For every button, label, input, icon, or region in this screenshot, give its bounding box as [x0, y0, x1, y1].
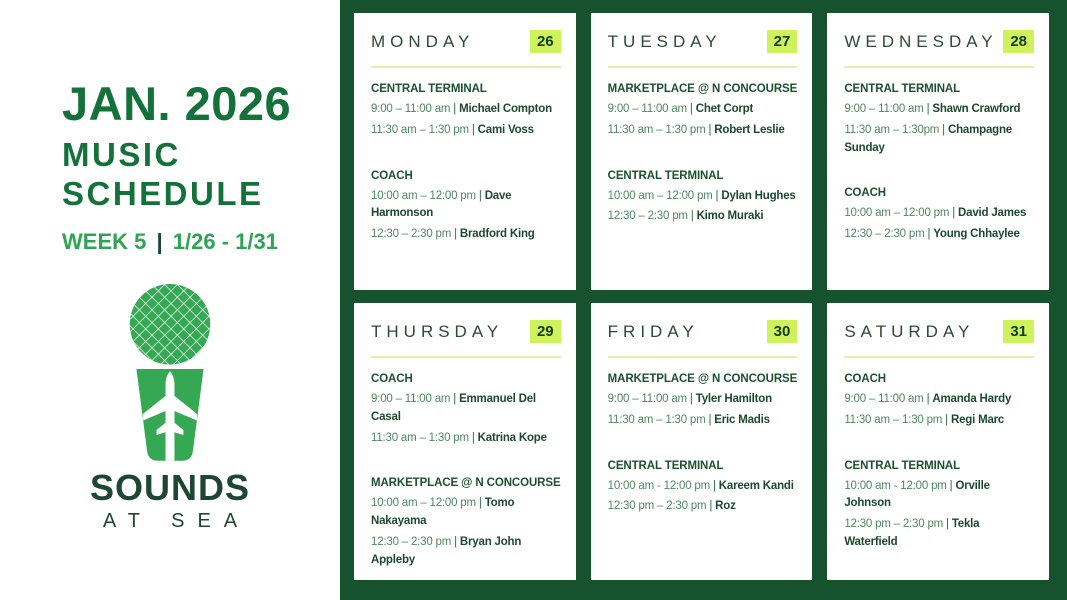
slot-artist: Regi Marc	[950, 413, 1005, 426]
logo-block	[0, 284, 340, 533]
header-divider	[844, 66, 1034, 68]
slot-time: 12:30 – 2:30 pm	[371, 228, 452, 241]
venue-block	[371, 477, 561, 569]
slot-separator: |	[927, 228, 931, 241]
slot-artist: Cami Voss	[477, 123, 534, 136]
slot-artist: Michael Compton	[459, 103, 552, 115]
venue-name: COACH	[844, 187, 886, 200]
slot-time: 10:00 am – 12:00 pm	[607, 189, 713, 202]
week-range: 1/26 - 1/31	[172, 228, 278, 254]
date-badge: 26	[530, 30, 561, 53]
day-name: WEDNESDAY	[844, 31, 998, 51]
week-line	[62, 229, 332, 255]
day-name: SATURDAY	[844, 321, 975, 341]
schedule-slot	[371, 495, 561, 531]
week-label: WEEK 5	[62, 228, 147, 254]
logo-name: SOUNDS	[89, 467, 251, 508]
slot-time: 12:30 – 2:30 pm	[607, 210, 688, 223]
slot-artist: Katrina Kope	[477, 431, 547, 444]
slot-separator: |	[453, 393, 457, 405]
venue-name: CENTRAL TERMINAL	[607, 459, 724, 472]
slot-time: 9:00 – 11:00 am	[371, 393, 451, 405]
day-card	[827, 303, 1049, 580]
date-badge: 28	[1003, 30, 1034, 53]
venue-block	[844, 187, 1034, 244]
venue-block	[844, 373, 1034, 430]
schedule-slot	[371, 534, 561, 570]
slot-separator: |	[689, 393, 693, 405]
venue-name: COACH	[371, 169, 413, 182]
slot-artist: Tekla Waterfield	[844, 518, 980, 549]
slot-time: 12:30 pm – 2:30 pm	[607, 500, 707, 513]
slot-separator: |	[471, 123, 475, 136]
slot-time: 9:00 – 11:00 am	[607, 103, 687, 115]
slot-time: 10:00 am – 12:00 pm	[371, 497, 476, 510]
slot-separator: |	[942, 123, 945, 136]
date-badge: 27	[767, 30, 798, 53]
schedule-slot	[371, 122, 561, 140]
slot-time: 9:00 – 11:00 am	[371, 103, 451, 115]
schedule-slot	[844, 391, 1034, 409]
slot-artist: David James	[958, 207, 1027, 220]
day-card	[591, 303, 813, 580]
schedule-slot	[608, 101, 798, 119]
header-divider	[371, 356, 561, 358]
slot-artist: Tyler Hamilton	[695, 393, 772, 405]
slot-separator: |	[471, 431, 475, 444]
slot-separator: |	[926, 103, 930, 115]
slot-separator: |	[952, 207, 956, 220]
venue-name: MARKETPLACE @ N CONCOURSE	[371, 477, 561, 490]
venue-name: CENTRAL TERMINAL	[371, 83, 487, 95]
poster-title-schedule: SCHEDULE	[62, 174, 264, 212]
slot-separator: |	[708, 123, 712, 136]
slot-artist: Shawn Crawford	[932, 103, 1021, 115]
slot-artist: Amanda Hardy	[932, 393, 1012, 405]
day-name: FRIDAY	[607, 321, 699, 341]
header-divider	[844, 356, 1034, 358]
slot-time: 12:30 pm – 2:30 pm	[844, 518, 944, 531]
logo-subname: AT SEA	[102, 510, 251, 532]
slot-time: 12:30 – 2:30 pm	[371, 536, 452, 549]
venue-block	[371, 83, 561, 140]
day-card-header	[844, 320, 1034, 343]
venue-name: CENTRAL TERMINAL	[844, 459, 961, 472]
slot-time: 11:30 am – 1:30 pm	[371, 123, 469, 136]
schedule-slot	[371, 226, 561, 244]
slot-separator: |	[715, 189, 719, 202]
date-badge: 31	[1003, 320, 1034, 343]
schedule-slot	[608, 412, 798, 430]
week-separator: |	[156, 228, 163, 254]
day-card	[354, 13, 576, 290]
slot-separator: |	[709, 500, 713, 513]
schedule-slot	[371, 188, 561, 224]
slot-artist: Chet Corpt	[695, 103, 754, 115]
slot-time: 12:30 – 2:30 pm	[844, 228, 925, 241]
schedule-slot	[844, 101, 1034, 119]
schedule-slot	[844, 412, 1034, 430]
day-name: THURSDAY	[371, 321, 504, 341]
slot-time: 9:00 – 11:00 am	[844, 393, 924, 405]
venue-block	[608, 83, 798, 140]
venue-block	[608, 170, 798, 227]
slot-time: 10:00 am - 12:00 pm	[844, 479, 947, 492]
slot-artist: Orville Johnson	[844, 479, 990, 510]
venue-block	[608, 460, 798, 517]
slot-separator: |	[689, 103, 693, 115]
slot-artist: Young Chhaylee	[933, 228, 1020, 241]
slot-artist: Emmanuel Del Casal	[371, 393, 536, 423]
day-name: MONDAY	[371, 31, 475, 51]
venue-name: MARKETPLACE @ N CONCOURSE	[607, 83, 798, 95]
slot-time: 10:00 am - 12:00 pm	[607, 479, 710, 492]
slot-separator: |	[454, 228, 457, 241]
schedule-slot	[608, 498, 798, 516]
slot-time: 9:00 – 11:00 am	[844, 103, 924, 115]
date-badge: 30	[767, 320, 798, 343]
venue-name: COACH	[844, 373, 886, 385]
venue-block	[371, 373, 561, 447]
venue-name: COACH	[371, 373, 413, 385]
day-name: TUESDAY	[607, 31, 722, 51]
schedule-slot	[371, 391, 561, 427]
poster-title-music: MUSIC	[62, 136, 181, 173]
day-card	[591, 13, 813, 290]
slot-separator: |	[949, 479, 953, 492]
schedule-slot	[844, 478, 1034, 514]
venue-name: MARKETPLACE @ N CONCOURSE	[607, 373, 798, 385]
schedule-slot	[608, 188, 798, 206]
slot-separator: |	[708, 413, 712, 426]
slot-separator: |	[926, 393, 930, 405]
slot-artist: Kimo Muraki	[696, 210, 764, 223]
schedule-slot	[371, 101, 561, 119]
poster-title-month: JAN. 2026	[62, 77, 292, 130]
schedule-slot	[608, 122, 798, 140]
slot-artist: Robert Leslie	[714, 123, 785, 136]
slot-artist: Eric Madis	[714, 413, 770, 426]
slot-time: 11:30 am – 1:30 pm	[844, 413, 943, 426]
schedule-slot	[608, 391, 798, 409]
day-card	[827, 13, 1049, 290]
day-card-header	[608, 320, 798, 343]
slot-artist: Bryan John Appleby	[371, 536, 522, 566]
title-block	[62, 77, 332, 255]
slot-artist: Champagne Sunday	[844, 123, 1012, 154]
slot-time: 11:30 am – 1:30 pm	[607, 123, 706, 136]
venue-name: CENTRAL TERMINAL	[607, 169, 724, 182]
slot-time: 11:30 am – 1:30 pm	[371, 431, 469, 444]
venue-block	[608, 373, 798, 430]
schedule-slot	[844, 122, 1034, 158]
schedule-slot	[371, 430, 561, 448]
slot-artist: Dylan Hughes	[721, 189, 796, 202]
slot-separator: |	[946, 518, 949, 531]
venue-block	[844, 460, 1034, 552]
slot-separator: |	[690, 210, 694, 223]
header-divider	[371, 66, 561, 68]
schedule-slot	[844, 226, 1034, 244]
day-card	[354, 303, 576, 580]
slot-time: 10:00 am – 12:00 pm	[371, 189, 476, 202]
schedule-slot	[844, 205, 1034, 223]
venue-block	[844, 83, 1034, 157]
slot-artist: Roz	[715, 500, 736, 513]
slot-separator: |	[478, 189, 482, 202]
venue-block	[371, 170, 561, 244]
slot-time: 11:30 am – 1:30 pm	[607, 413, 706, 426]
slot-separator: |	[712, 479, 716, 492]
day-card-header	[371, 320, 561, 343]
day-card-header	[608, 30, 798, 53]
slot-separator: |	[478, 497, 482, 510]
header-divider	[608, 66, 798, 68]
header-divider	[608, 356, 798, 358]
left-panel	[0, 0, 340, 600]
microphone-airplane-icon	[114, 284, 226, 463]
date-badge: 29	[530, 320, 561, 343]
schedule-grid	[340, 0, 1067, 600]
slot-separator: |	[945, 413, 948, 426]
venue-name: CENTRAL TERMINAL	[844, 83, 961, 95]
schedule-slot	[608, 208, 798, 226]
slot-artist: Tomo Nakayama	[371, 497, 515, 528]
slot-time: 11:30 am – 1:30pm	[844, 123, 940, 136]
day-card-header	[844, 30, 1034, 53]
slot-separator: |	[453, 103, 457, 115]
slot-time: 10:00 am – 12:00 pm	[844, 207, 950, 220]
slot-separator: |	[454, 536, 457, 549]
slot-artist: Dave Harmonson	[371, 189, 512, 220]
slot-time: 9:00 – 11:00 am	[607, 393, 687, 405]
slot-artist: Kareem Kandi	[718, 479, 794, 492]
schedule-slot	[844, 516, 1034, 552]
slot-artist: Bradford King	[459, 228, 535, 241]
schedule-slot	[608, 478, 798, 496]
day-card-header	[371, 30, 561, 53]
